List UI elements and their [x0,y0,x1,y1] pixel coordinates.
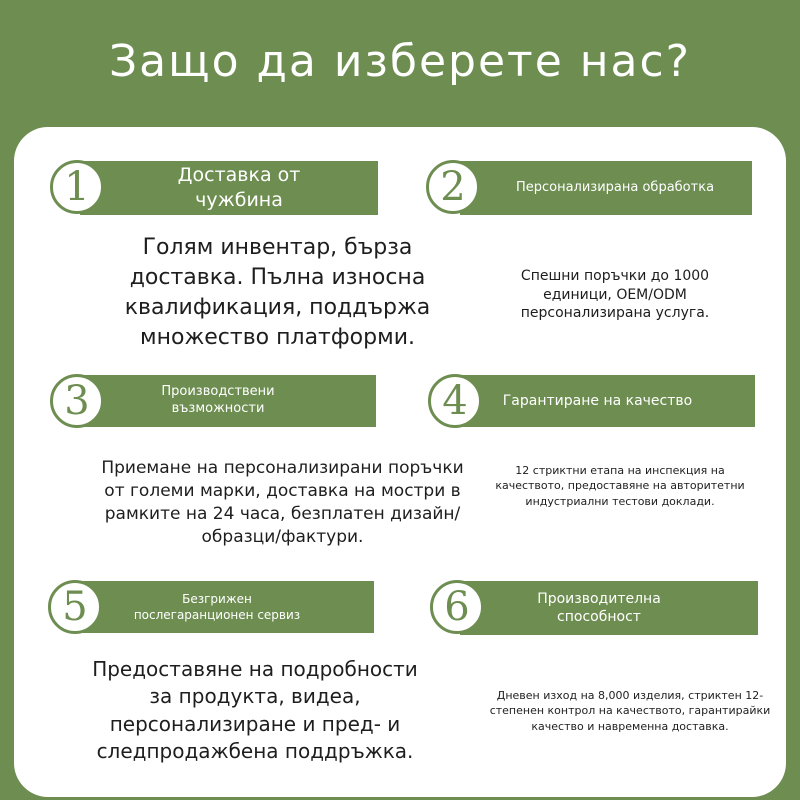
feature-2-number: 2 [440,164,466,210]
feature-2-description: Спешни поръчки до 1000 единици, OEM/ODM персонализирана услуга. [520,267,710,322]
feature-6-number: 6 [444,584,470,630]
feature-4-heading: Гарантиране на качество [460,375,755,427]
feature-5-number: 5 [62,584,88,630]
feature-1-number-badge [50,160,104,214]
page-title: Защо да изберете нас? [108,36,692,87]
feature-3-number-badge [50,374,104,428]
feature-5-heading: Безгрижен послегаранционен сервиз [80,581,374,633]
feature-6-heading: Производителна способност [460,581,758,635]
feature-4-number-badge [428,374,482,428]
feature-3-description: Приемане на персонализирани поръчки от големи марки, доставка на мостри в рамките на 24 часа, безплатен дизайн/образци/фактури. [101,458,464,547]
feature-4-number: 4 [442,378,468,424]
feature-5-description: Предоставяне на подробности за продукта, видеа, персонализиране и пред- и следпродажбена поддръжка. [92,657,418,763]
feature-2-number-badge [426,160,480,214]
feature-3-number: 3 [64,378,90,424]
feature-5-number-badge [48,580,102,634]
feature-6-number-badge [430,580,484,634]
feature-4-description: 12 стриктни етапа на инспекция на качеството, предоставяне на авторитетни индустриални тестови доклади. [495,463,745,508]
feature-6-description: Дневен изход на 8,000 изделия, стриктен 12-степенен контрол на качеството, гарантирайки качество и навременна доставка. [489,688,771,733]
feature-3-heading: Производствени възможности [80,375,376,427]
feature-1-description: Голям инвентар, бърза доставка. Пълна износна квалификация, поддържа множество платформи. [124,235,431,350]
feature-2-heading: Персонализирана обработка [460,161,752,215]
feature-1-heading: Доставка от чужбина [80,161,378,215]
feature-1-number: 1 [64,164,90,210]
